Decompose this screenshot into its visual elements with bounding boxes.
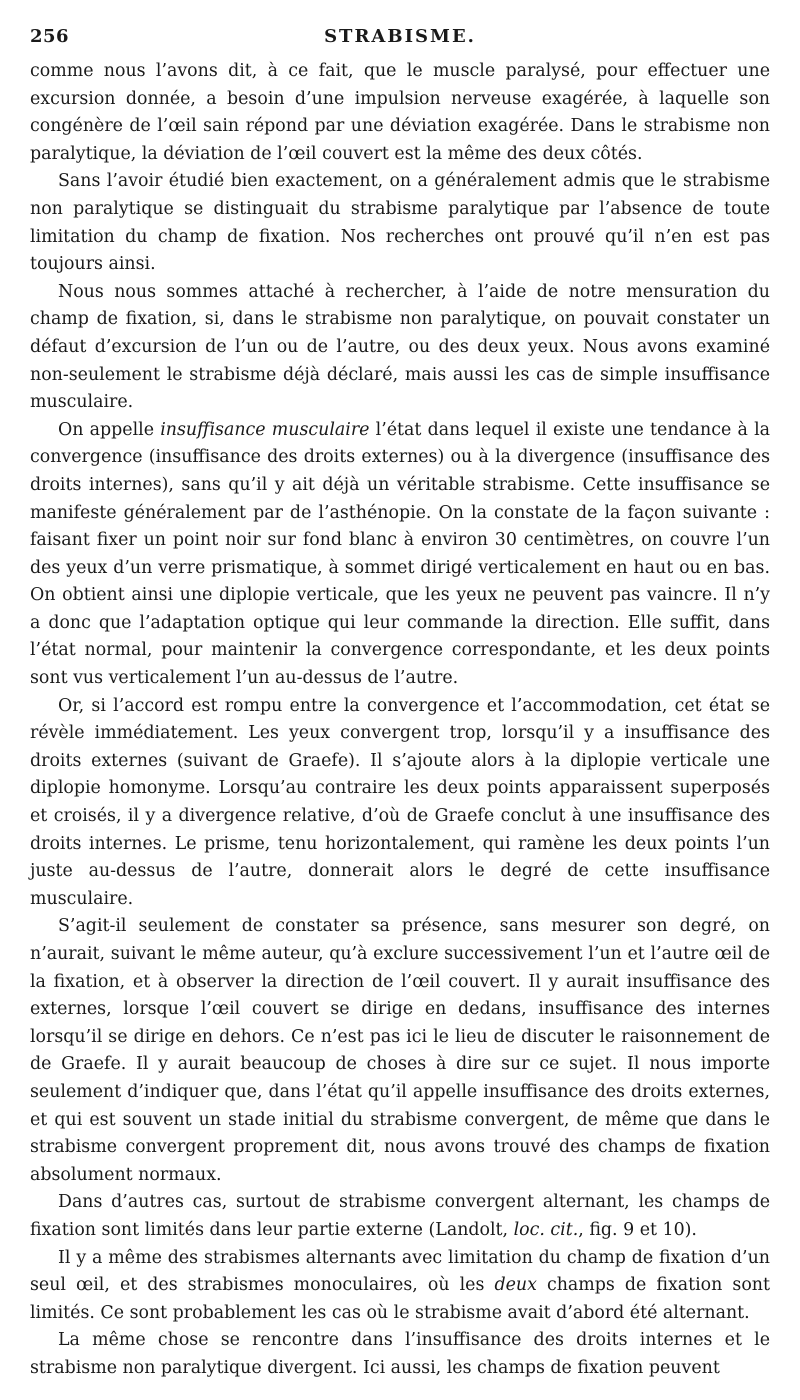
page-header bbox=[30, 26, 770, 56]
text-segment: Nous nous sommes attaché à rechercher, à l’aide de notre mensuration du champ de fixation, si, dans le strabisme non paralytique, on pouvait constater un défaut d’excursion de l’un ou de l’autre, ou des deux yeux. Nous avons examiné non-seulement le strabisme déjà déclaré, mais aussi les cas de simple insuffisance musculaire. bbox=[30, 281, 770, 413]
text-segment: comme nous l’avons dit, à ce fait, que le muscle paralysé, pour effectuer une excursion donnée, a besoin d’une impulsion nerveuse exagérée, à laquelle son congénère de l’œil sain répond par une déviation exagérée. Dans le strabisme non paralytique, la déviation de l’œil couvert est la même des deux côtés. bbox=[30, 61, 770, 164]
italic-text: deux bbox=[494, 1275, 537, 1296]
text-segment: On appelle bbox=[58, 419, 161, 440]
text-segment: S’agit-il seulement de constater sa présence, sans mesurer son degré, on n’aurait, suivant le même auteur, qu’à exclure successivement l’un et l’autre œil de la fixation, et à observer la direction de l’œil couvert. Il y aurait insuffisance des externes, lorsque l’œil couvert se dirige en dedans, insuffisance des internes lorsqu’il se dirige en dehors. Ce n’est pas ici le lieu de discuter le raisonnement de de Graefe. Il y aurait beaucoup de choses à dire sur ce sujet. Il nous importe seulement d’indiquer que, dans l’état qu’il appelle insuffisance des droits externes, et qui est souvent un stade initial du strabisme convergent, de même que dans le strabisme convergent proprement dit, nous avons trouvé des champs de fixation absolument normaux. bbox=[30, 916, 770, 1185]
body-text bbox=[30, 58, 770, 1383]
text-segment: , fig. 9 et 10). bbox=[578, 1219, 697, 1240]
paragraph bbox=[30, 168, 770, 278]
page-number: 256 bbox=[30, 26, 70, 47]
paragraph bbox=[30, 1245, 770, 1328]
paragraph bbox=[30, 913, 770, 1189]
text-segment: Or, si l’accord est rompu entre la convergence et l’accommodation, cet état se révèle immédiatement. Les yeux convergent trop, lorsqu’il y a insuffisance des droits externes (suivant de Graefe). Il s’ajoute alors à la diplopie verticale une diplopie homonyme. Lorsqu’au contraire les deux points apparaissent superposés et croisés, il y a divergence relative, d’où de Graefe conclut à une insuffisance des droits internes. Le prisme, tenu horizontalement, qui ramène les deux points l’un juste au-dessus de l’autre, donnerait alors le degré de cette insuffisance musculaire. bbox=[30, 695, 770, 909]
italic-text: loc. cit. bbox=[513, 1219, 579, 1240]
text-segment: La même chose se rencontre dans l’insuffisance des droits internes et le strabisme non paralytique divergent. Ici aussi, les champs de fixation peuvent bbox=[30, 1330, 770, 1378]
paragraph bbox=[30, 279, 770, 417]
text-segment: Sans l’avoir étudié bien exactement, on a généralement admis que le strabisme non paralytique se distinguait du strabisme paralytique par l’absence de toute limitation du champ de fixation. Nos recherches ont prouvé qu’il n’en est pas toujours ainsi. bbox=[30, 171, 770, 275]
paragraph bbox=[30, 417, 770, 693]
paragraph bbox=[30, 1327, 770, 1382]
text-segment: Dans d’autres cas, surtout de strabisme convergent alternant, les champs de fixation sont limités dans leur partie externe (Landolt, bbox=[30, 1192, 770, 1240]
text-segment: Il y a même des strabismes alternants avec limitation du champ de fixation d’un seul œil, et des strabismes monoculaires, où les bbox=[30, 1247, 770, 1296]
paragraph bbox=[30, 693, 770, 914]
running-head: STRABISME. bbox=[324, 26, 476, 47]
text-segment: champs de fixation sont limités. Ce sont probablement les cas où le strabisme avait d’abord été alternant. bbox=[30, 1275, 770, 1323]
text-segment: l’état dans lequel il existe une tendance à la convergence (insuffisance des droits externes) ou à la divergence (insuffisance des droits internes), sans qu’il y ait déjà un véritable strabisme. Cette insuffisance se manifeste généralement par de l’asthénopie. On la constate de la façon suivante : faisant fixer un point noir sur fond blanc à environ 30 centimètres, on couvre l’un des yeux d’un verre prismatique, à sommet dirigé verticalement en haut ou en bas. On obtient ainsi une diplopie verticale, que les yeux ne peuvent pas vaincre. Il n’y a donc que l’adaptation optique qui leur commande la direction. Elle suffit, dans l’état normal, pour maintenir la convergence correspondante, et les deux points sont vus verticalement l’un au-dessus de l’autre. bbox=[30, 419, 770, 689]
italic-text: insuffisance musculaire bbox=[160, 419, 370, 440]
paragraph bbox=[30, 1189, 770, 1244]
paragraph bbox=[30, 58, 770, 168]
